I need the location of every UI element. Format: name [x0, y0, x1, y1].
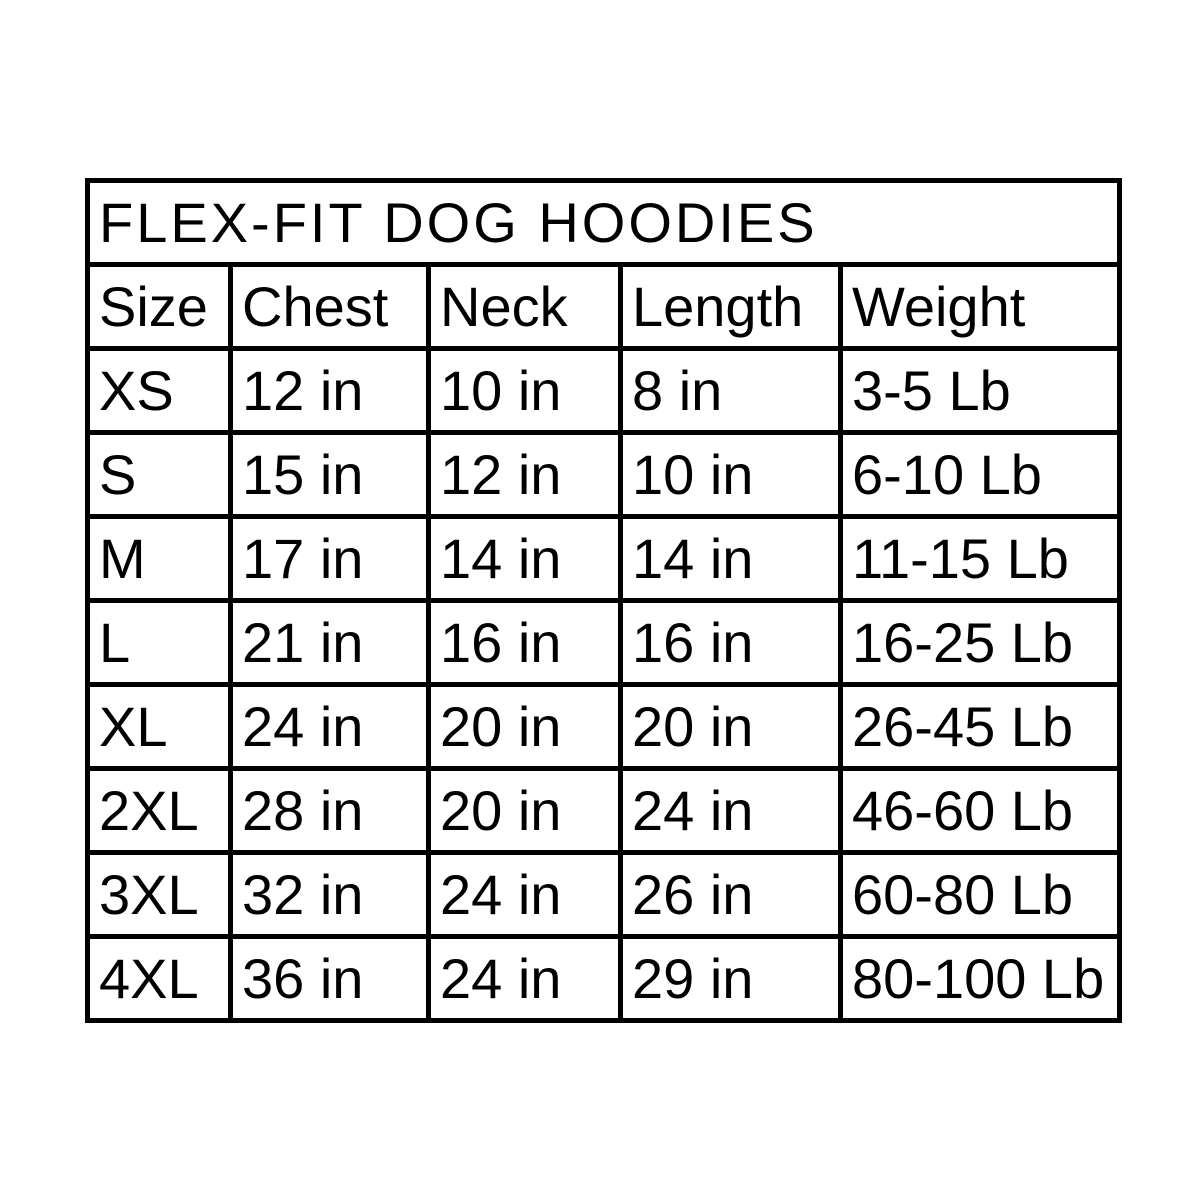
cell-weight: 3-5 Lb — [841, 349, 1120, 433]
cell-neck: 14 in — [429, 517, 621, 601]
cell-length: 26 in — [621, 853, 841, 937]
cell-length: 10 in — [621, 433, 841, 517]
chart-title: FLEX-FIT DOG HOODIES — [88, 181, 1120, 265]
table-row-s — [88, 433, 1120, 517]
cell-chest: 24 in — [231, 685, 429, 769]
cell-neck: 20 in — [429, 685, 621, 769]
cell-chest: 21 in — [231, 601, 429, 685]
cell-size: M — [88, 517, 231, 601]
table-row-2xl — [88, 769, 1120, 853]
cell-length: 8 in — [621, 349, 841, 433]
size-chart-table — [85, 178, 1122, 1023]
cell-neck: 16 in — [429, 601, 621, 685]
cell-weight: 16-25 Lb — [841, 601, 1120, 685]
cell-neck: 10 in — [429, 349, 621, 433]
header-weight: Weight — [841, 265, 1120, 349]
cell-chest: 17 in — [231, 517, 429, 601]
cell-chest: 12 in — [231, 349, 429, 433]
cell-size: 4XL — [88, 937, 231, 1021]
cell-chest: 28 in — [231, 769, 429, 853]
cell-neck: 20 in — [429, 769, 621, 853]
cell-length: 20 in — [621, 685, 841, 769]
header-row — [88, 265, 1120, 349]
cell-neck: 24 in — [429, 853, 621, 937]
cell-weight: 11-15 Lb — [841, 517, 1120, 601]
cell-weight: 6-10 Lb — [841, 433, 1120, 517]
cell-size: XL — [88, 685, 231, 769]
header-size: Size — [88, 265, 231, 349]
table-row-l — [88, 601, 1120, 685]
cell-length: 24 in — [621, 769, 841, 853]
cell-chest: 32 in — [231, 853, 429, 937]
cell-size: 2XL — [88, 769, 231, 853]
cell-length: 29 in — [621, 937, 841, 1021]
cell-chest: 15 in — [231, 433, 429, 517]
cell-length: 14 in — [621, 517, 841, 601]
table-row-xl — [88, 685, 1120, 769]
header-neck: Neck — [429, 265, 621, 349]
table-row-4xl — [88, 937, 1120, 1021]
cell-size: L — [88, 601, 231, 685]
title-row — [88, 181, 1120, 265]
cell-weight: 26-45 Lb — [841, 685, 1120, 769]
cell-weight: 80-100 Lb — [841, 937, 1120, 1021]
cell-weight: 46-60 Lb — [841, 769, 1120, 853]
cell-size: 3XL — [88, 853, 231, 937]
size-chart — [85, 178, 1122, 1023]
cell-size: S — [88, 433, 231, 517]
cell-length: 16 in — [621, 601, 841, 685]
table-row-m — [88, 517, 1120, 601]
cell-size: XS — [88, 349, 231, 433]
table-row-3xl — [88, 853, 1120, 937]
cell-weight: 60-80 Lb — [841, 853, 1120, 937]
table-row-xs — [88, 349, 1120, 433]
header-length: Length — [621, 265, 841, 349]
cell-neck: 24 in — [429, 937, 621, 1021]
cell-chest: 36 in — [231, 937, 429, 1021]
cell-neck: 12 in — [429, 433, 621, 517]
header-chest: Chest — [231, 265, 429, 349]
